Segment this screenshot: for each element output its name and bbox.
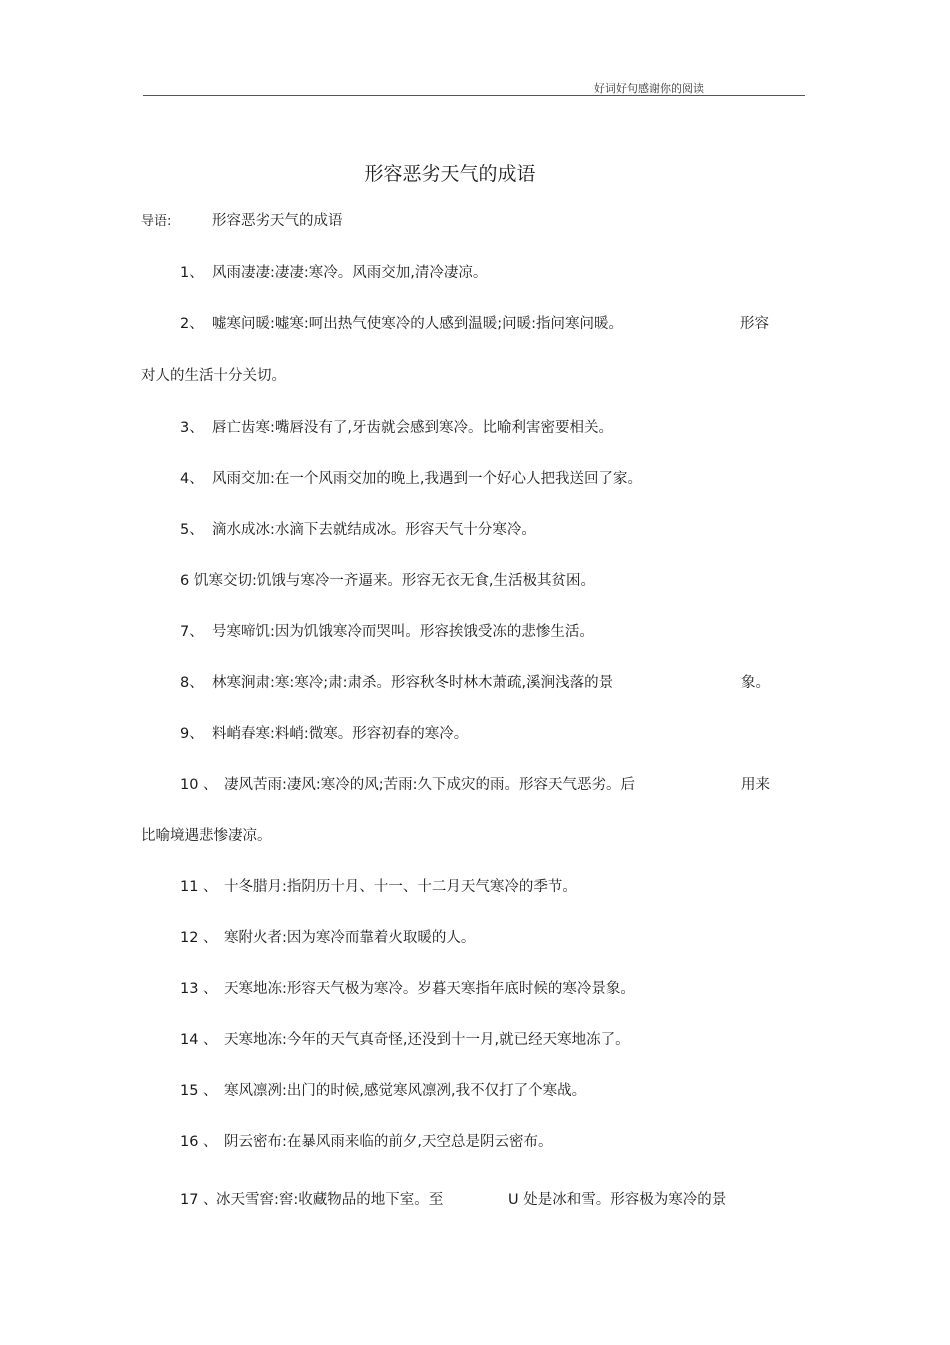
- item-text-continuation: 比喻境遇悲惨凄凉。: [141, 828, 272, 844]
- item-number: 7、: [180, 624, 204, 640]
- list-item: [180, 877, 577, 897]
- page-title: 形容恶劣天气的成语: [364, 163, 536, 185]
- item-text: 风雨凄凄:凄凄:寒冷。风雨交加,清冷凄凉。: [212, 265, 488, 281]
- item-text: 滴水成冰:水滴下去就结成冰。形容天气十分寒冷。: [212, 522, 536, 538]
- item-text: 号寒啼饥:因为饥饿寒冷而哭叫。形容挨饿受冻的悲惨生活。: [212, 624, 594, 640]
- item-text: 天寒地冻:形容天气极为寒冷。岁暮天寒指年底时候的寒冷景象。: [224, 981, 635, 997]
- item-text: 饥寒交切:饥饿与寒冷一齐逼来。形容无衣无食,生活极其贫困。: [194, 573, 595, 589]
- item-number: 16 、: [180, 1134, 218, 1150]
- item-number: 6: [180, 573, 190, 589]
- item-text: 料峭春寒:料峭:微寒。形容初春的寒冷。: [212, 726, 469, 742]
- item-text: 唇亡齿寒:嘴唇没有了,牙齿就会感到寒冷。比喻利害密要相关。: [212, 420, 613, 436]
- list-item: [180, 1190, 443, 1210]
- list-item: [180, 1132, 553, 1152]
- list-item: [180, 928, 475, 948]
- item-number: 17 、: [180, 1192, 218, 1208]
- item-number: 3、: [180, 420, 204, 436]
- item-text: 林寒涧肃:寒:寒冷;肃:肃杀。形容秋冬时林木萧疏,溪涧浅落的景: [212, 675, 614, 691]
- header-divider: [143, 95, 805, 96]
- item-text: 天寒地冻:今年的天气真奇怪,还没到十一月,就已经天寒地冻了。: [224, 1032, 630, 1048]
- list-item: [180, 1030, 630, 1050]
- item-number: 5、: [180, 522, 204, 538]
- list-item: [180, 673, 613, 693]
- item-number: 13 、: [180, 981, 218, 997]
- item-number: 12 、: [180, 930, 218, 946]
- item-number: 8、: [180, 675, 204, 691]
- item-number: 9、: [180, 726, 204, 742]
- list-item: [180, 775, 635, 795]
- item-number: 1、: [180, 265, 204, 281]
- lead-text: 形容恶劣天气的成语: [212, 213, 343, 229]
- item-text-tail: 形容: [740, 316, 769, 332]
- item-text-tail: 象。: [741, 675, 770, 691]
- item-number: 14 、: [180, 1032, 218, 1048]
- list-item: [180, 571, 595, 591]
- item-text: 十冬腊月:指阴历十月、十一、十二月天气寒冷的季节。: [224, 879, 577, 895]
- list-item: [180, 418, 613, 438]
- item-text-tail: 用来: [741, 777, 770, 793]
- item-text: 寒附火者:因为寒冷而靠着火取暖的人。: [224, 930, 476, 946]
- list-item: [180, 1081, 586, 1101]
- item-number: 2、: [180, 316, 204, 332]
- list-item: [180, 263, 487, 283]
- item-number: 4、: [180, 471, 204, 487]
- item-text-tail: U 处是冰和雪。形容极为寒冷的景: [508, 1192, 727, 1208]
- item-text: 风雨交加:在一个风雨交加的晚上,我遇到一个好心人把我送回了家。: [212, 471, 642, 487]
- list-item: [180, 622, 594, 642]
- item-text: 嘘寒问暖:嘘寒:呵出热气使寒冷的人感到温暖;问暖:指问寒问暖。: [212, 316, 624, 332]
- item-text: 凄风苦雨:凄风:寒冷的风;苦雨:久下成灾的雨。形容天气恶劣。后: [224, 777, 636, 793]
- list-item: [180, 469, 642, 489]
- item-number: 10 、: [180, 777, 218, 793]
- item-number: 15 、: [180, 1083, 218, 1099]
- list-item: [180, 724, 468, 744]
- lead-label: 导语:: [141, 214, 172, 229]
- list-item: [180, 979, 635, 999]
- item-text: 冰天雪窖:窖:收藏物品的地下室。至: [216, 1192, 444, 1208]
- item-number: 11 、: [180, 879, 218, 895]
- list-item: [180, 520, 536, 540]
- item-text: 寒风凛冽:出门的时候,感觉寒风凛冽,我不仅打了个寒战。: [224, 1083, 587, 1099]
- item-text: 阴云密布:在暴风雨来临的前夕,天空总是阴云密布。: [224, 1134, 553, 1150]
- item-text-continuation: 对人的生活十分关切。: [141, 368, 286, 384]
- running-header: 好词好句感谢你的阅读: [594, 82, 704, 95]
- list-item: [180, 314, 623, 334]
